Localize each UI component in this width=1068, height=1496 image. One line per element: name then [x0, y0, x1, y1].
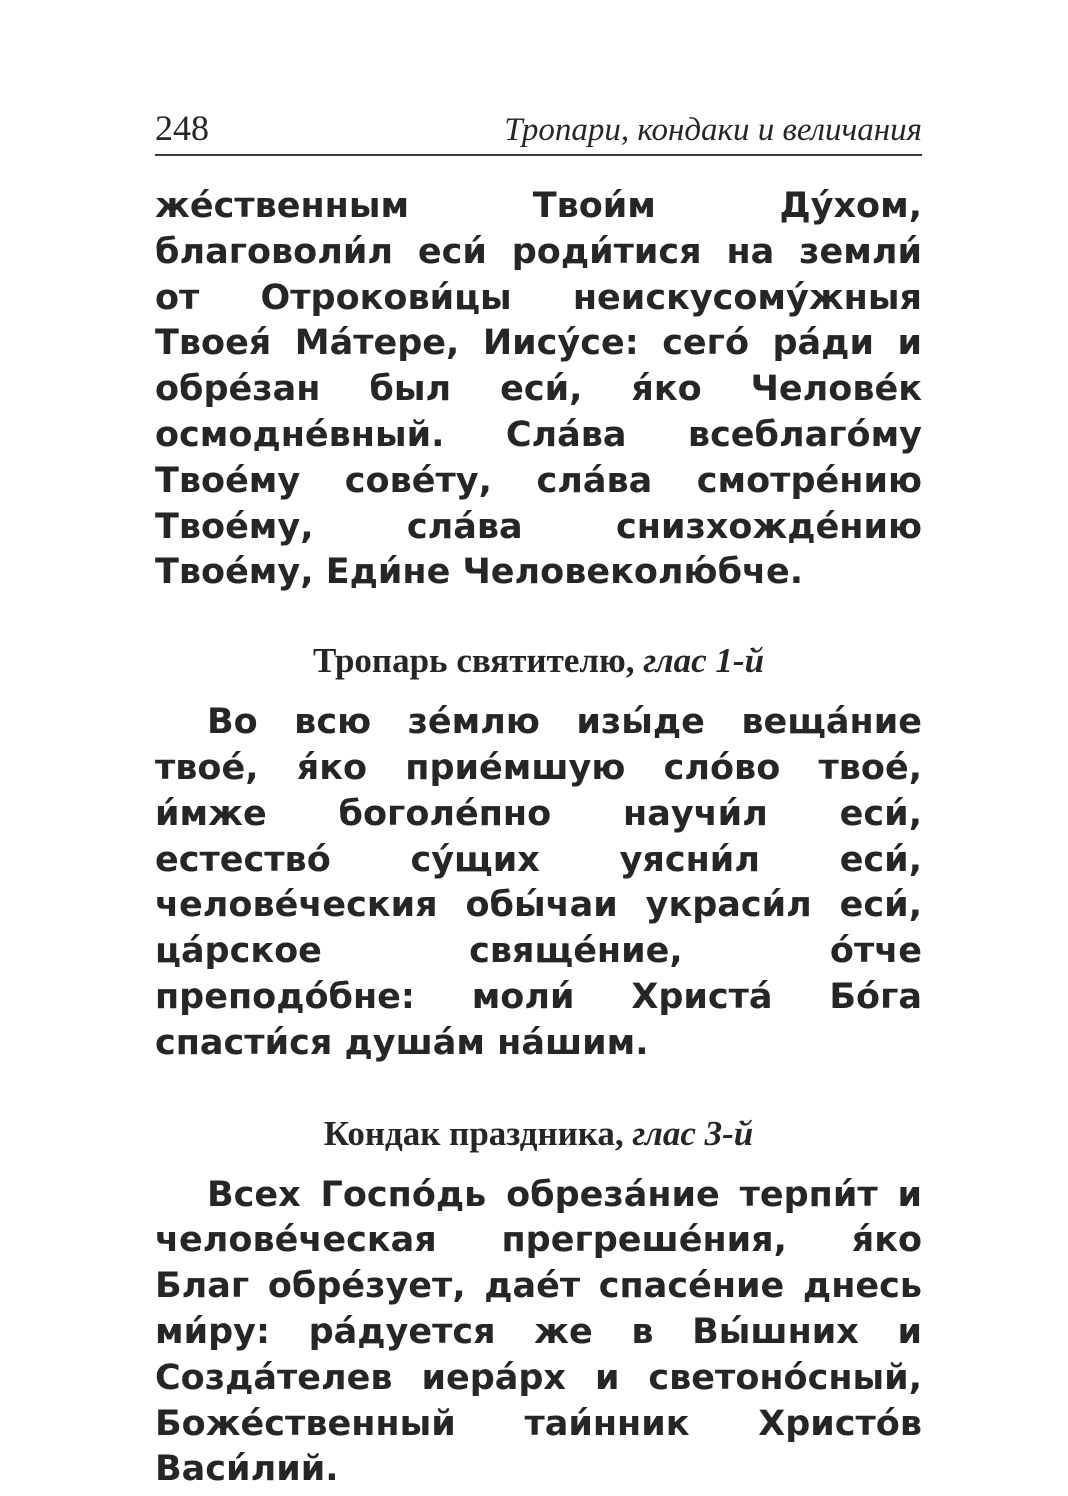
troparion-tone: глас 1-й	[643, 641, 765, 681]
book-page	[155, 100, 922, 1493]
troparion-heading-title: Тропарь святителю,	[312, 641, 635, 681]
kontakion-text: Всех Госпо́дь обреза́ние терпи́т и челове́ческая прегреше́ния, я́ко Благ обре́зует, дае́т спасе́ние днесь ми́ру: ра́дуется же в Вы́шних и Созда́телев иера́рх и светоно́сный, Боже́ственный таи́нник Христо́в Васи́лий.	[155, 1174, 922, 1490]
kontakion-heading-title: Кондак праздника,	[323, 1113, 624, 1153]
page-number: 248	[155, 108, 209, 148]
kontakion-tone: глас 3-й	[632, 1113, 754, 1153]
troparion-text: Во всю зе́млю изы́де веща́ние твое́, я́ко прие́мшую сло́во твое́, и́мже боголе́пно научи́л еси́, естество́ су́щих уясни́л еси́, челове́ческия обы́чаи украси́л еси́, ца́рское свяще́ние, о́тче преподо́бне: моли́ Христа́ Бо́га спасти́ся душа́м на́шим.	[155, 702, 922, 1063]
troparion-heading	[155, 638, 922, 684]
continued-paragraph: же́ственным Твои́м Ду́хом, благоволи́л еси́ роди́тися на земли́ от Отрокови́цы неискусому́жныя Твоея́ Ма́тере, Иису́се: сего́ ра́ди и обре́зан был еси́, я́ко Челове́к осмодне́вный. Сла́ва всеблаго́му Твое́му сове́ту, сла́ва смотре́нию Твое́му, сла́ва снизхожде́нию Твое́му, Еди́не Человеколю́бче.	[155, 186, 922, 593]
kontakion-heading	[155, 1111, 922, 1157]
running-section-title: Тропари, кондаки и величания	[504, 112, 922, 148]
running-header	[155, 100, 922, 156]
